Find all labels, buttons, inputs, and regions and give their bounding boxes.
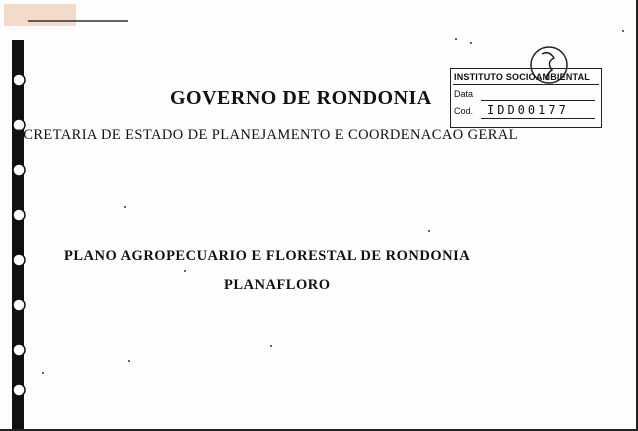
- page-title: GOVERNO DE RONDONIA: [170, 87, 432, 109]
- plan-acronym: PLANAFLORO: [224, 277, 331, 293]
- scan-speck: [128, 360, 130, 362]
- binding-holes: [8, 40, 34, 431]
- scan-speck: [124, 206, 126, 208]
- stamp-date-label: Data: [454, 89, 474, 99]
- top-rule: [28, 20, 128, 22]
- scan-speck: [428, 230, 430, 232]
- scan-speck: [184, 270, 186, 272]
- stamp-code-value: IDD00177: [487, 103, 569, 117]
- secretaria-heading: ECRETARIA DE ESTADO DE PLANEJAMENTO E COORDENACAO GERAL: [14, 127, 518, 143]
- scan-speck: [270, 345, 272, 347]
- scan-speck: [42, 372, 44, 374]
- scan-speck: [470, 42, 472, 44]
- stamp-institution: INSTITUTO SOCIOAMBIENTAL: [454, 72, 590, 82]
- corner-tag: [4, 4, 76, 26]
- archive-stamp: [450, 68, 602, 128]
- scan-speck: [455, 38, 457, 40]
- plan-title: PLANO AGROPECUARIO E FLORESTAL DE RONDONIA: [64, 248, 471, 264]
- stamp-code-label: Cod.: [454, 106, 474, 116]
- scan-speck: [622, 30, 624, 32]
